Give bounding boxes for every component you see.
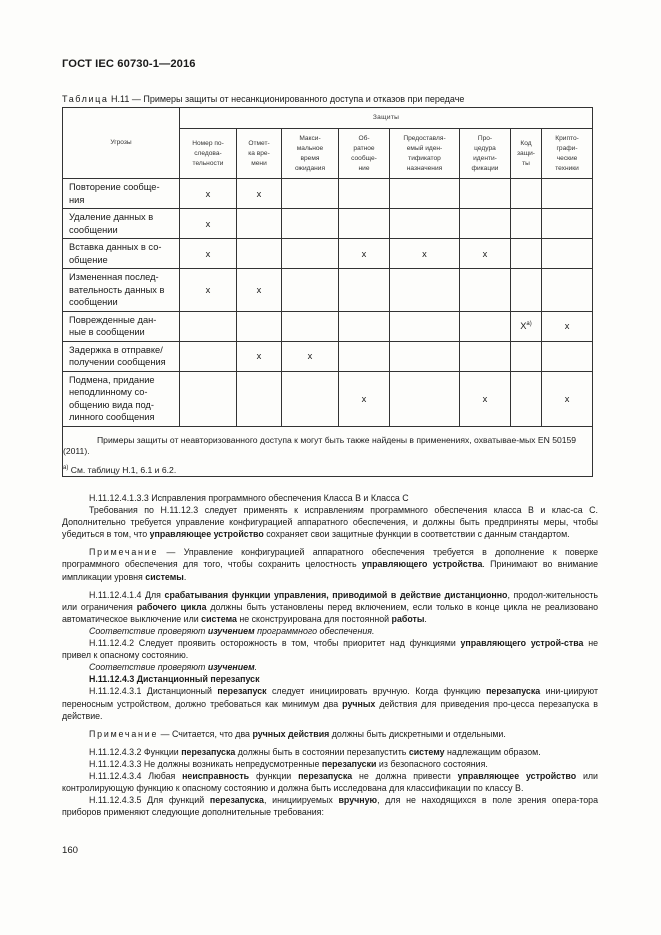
para-6: Н.11.12.4.3.2 Функции перезапуска должны быть в состоянии перезапустить систему надлежащим образом.: [89, 746, 541, 757]
document-header: ГОСТ IEC 60730-1—2016: [62, 58, 196, 70]
table-cell: [511, 371, 542, 426]
table-cell: [282, 311, 339, 341]
table-cell: [511, 269, 542, 312]
table-cell: [390, 311, 460, 341]
column-header: Про- цедура иденти- фикации: [460, 129, 511, 179]
para-3: Н.11.12.4.1.4 Для срабатывания функции управления, приводимой в действие дистанционно, продол-жительность или ограничения рабочего цикла должны быть установлены перед включением, если только в конце цикла не реализовано автоматическое выключение или система не сконструирована для постоянной работы.: [62, 589, 598, 624]
table-cell: x: [180, 209, 237, 239]
table-cell: x: [390, 239, 460, 269]
table-cell: x: [180, 269, 237, 312]
table-cell: x: [237, 269, 282, 312]
threat-label: Поврежденные дан- ные в сообщении: [63, 311, 180, 341]
para-4: Н.11.12.4.2 Следует проявить осторожность в том, чтобы приоритет над функциями управляющего устрой-ства не привел к опасному состоянию.: [62, 638, 598, 661]
table-cell: [339, 341, 390, 371]
table-cell: $X^{а)}$: [511, 311, 542, 341]
table-cell: [339, 311, 390, 341]
footnote-mark: а): [526, 320, 532, 327]
threat-label: Измененная послед- вательность данных в сообщении: [63, 269, 180, 312]
table-cell: [237, 239, 282, 269]
column-header: Номер по- следова- тельности: [180, 129, 237, 179]
table-caption-label: Таблица: [62, 94, 109, 104]
table-cell: [180, 341, 237, 371]
table-cell: [282, 371, 339, 426]
table-cell: x: [282, 341, 339, 371]
table-cell: [282, 209, 339, 239]
table-caption: [62, 94, 464, 104]
table-cell: [282, 269, 339, 312]
table-cell: [542, 179, 593, 209]
table-cell: [339, 209, 390, 239]
protection-table: [62, 107, 593, 477]
table-note-1: Примеры защиты от неавторизованного доступа к могут быть также найдены в применениях, охватывае-мых EN 50159 (2011).: [63, 434, 577, 456]
table-cell: x: [339, 239, 390, 269]
table-cell: [237, 371, 282, 426]
table-cell: x: [542, 311, 593, 341]
table-cell: [460, 209, 511, 239]
table-row: [63, 341, 593, 371]
threat-label: Задержка в отправке/ получении сообщения: [63, 341, 180, 371]
table-cell: x: [180, 179, 237, 209]
compliance-1: Соответствие проверяют изучением программного обеспечения.: [89, 625, 375, 636]
threat-label: Вставка данных в со- общение: [63, 239, 180, 269]
table-cell: [390, 269, 460, 312]
footnote-mark: а): [63, 464, 69, 471]
threat-label: Удаление данных в сообщении: [63, 209, 180, 239]
table-cell: [282, 239, 339, 269]
para-8: Н.11.12.4.3.4 Любая неисправность функции перезапуска не должна привести управляющее устройство или контролирующую функцию к опасному состоянию и должна быть исследована для классификации по классу В.: [62, 770, 598, 794]
table-cell: [180, 311, 237, 341]
table-cell: [542, 341, 593, 371]
threat-label: Подмена, придание неподлинному со- общению вида под- линного сообщения: [63, 371, 180, 426]
column-header: Отмет- ка вре- мени: [237, 129, 282, 179]
table-notes: [63, 426, 593, 476]
table-cell: [542, 269, 593, 312]
para-5: Н.11.12.4.3.1 Дистанционный перезапуск следует инициировать вручную. Когда функцию перезапуска ини-циируют переносным устройством, должно требоваться как минимум два ручных действия для приведения про-цесса перезапуска в действие.: [62, 686, 598, 721]
table-cell: [511, 239, 542, 269]
table-cell: [390, 341, 460, 371]
body-text: [62, 492, 598, 818]
compliance-2: Соответствие проверяют изучением.: [89, 662, 258, 673]
table-row: [63, 269, 593, 312]
note-1: Примечание — Управление конфигурацией аппаратного обеспечения требуется в дополнение к поверке программного обеспечения для того, чтобы сохранить целостность управляющего устройства. Принимают во внимание импликации уровня системы.: [62, 547, 598, 582]
table-cell: [460, 269, 511, 312]
table-cell: [511, 209, 542, 239]
para-1: Н.11.12.4.1.3.3 Исправления программного обеспечения Класса В и Класса С: [89, 493, 409, 503]
table-cell: [180, 371, 237, 426]
table-cell: x: [542, 371, 593, 426]
column-header: Об- ратное сообще- ние: [339, 129, 390, 179]
table-row: [63, 371, 593, 426]
threat-label: Повторение сообще- ния: [63, 179, 180, 209]
table-cell: [339, 269, 390, 312]
column-header: Код защи- ты: [511, 129, 542, 179]
table-note-2-text: См. таблицу Н.1, 6.1 и 6.2.: [68, 464, 177, 475]
table-cell: [511, 179, 542, 209]
table-cell: x: [339, 371, 390, 426]
threats-header: Угрозы: [63, 108, 180, 179]
table-cell: [460, 179, 511, 209]
table-cell: [339, 179, 390, 209]
table-cell: x: [180, 239, 237, 269]
table-cell: [237, 209, 282, 239]
table-row: [63, 239, 593, 269]
table-row: [63, 209, 593, 239]
para-9: Н.11.12.4.3.5 Для функций перезапуска, инициируемых вручную, для не находящихся в поле зрения опера-тора приборов применяют следующие дополнительные требования:: [62, 795, 598, 818]
note-2: Примечание — Считается, что два ручных действия должны быть дискретными и отдельными.: [89, 728, 506, 739]
table-row: [63, 179, 593, 209]
table-cell: x: [237, 341, 282, 371]
table-cell: [390, 371, 460, 426]
table-cell: [460, 311, 511, 341]
protections-header: Защиты: [180, 108, 593, 129]
table-cell: [460, 341, 511, 371]
column-header: Макси- мальное время ожидания: [282, 129, 339, 179]
table-caption-text: Н.11 — Примеры защиты от несанкционированного доступа и отказов при передаче: [108, 94, 465, 104]
page-number: 160: [62, 845, 79, 856]
table-cell: [282, 179, 339, 209]
table-cell: [237, 311, 282, 341]
table-cell: [390, 209, 460, 239]
column-header: Предоставля- емый иден- тификатор назначения: [390, 129, 460, 179]
para-7: Н.11.12.4.3.3 Не должны возникать непредусмотренные перезапуски из безопасного состояния.: [89, 758, 488, 769]
table-cell: [542, 209, 593, 239]
column-header: Крипто- графи- ческие техники: [542, 129, 593, 179]
table-cell: x: [237, 179, 282, 209]
table-cell: [511, 341, 542, 371]
table-cell: [390, 179, 460, 209]
section-heading: Н.11.12.4.3 Дистанционный перезапуск: [89, 674, 260, 685]
table-note-2: [63, 463, 592, 476]
para-2: Требования по Н.11.12.3 следует применять к исправлениям программного обеспечения класса В и клас-са С. Дополнительно требуется управление конфигурацией аппаратного обеспечения, и должны быть предприняты меры, чтобы убедиться в том, что управляющее устройство сохраняет свои защитные функции в соответствии с данным стандартом.: [62, 505, 598, 540]
table-cell: x: [460, 371, 511, 426]
table-cell: x: [460, 239, 511, 269]
table-row: [63, 311, 593, 341]
table-cell: [542, 239, 593, 269]
